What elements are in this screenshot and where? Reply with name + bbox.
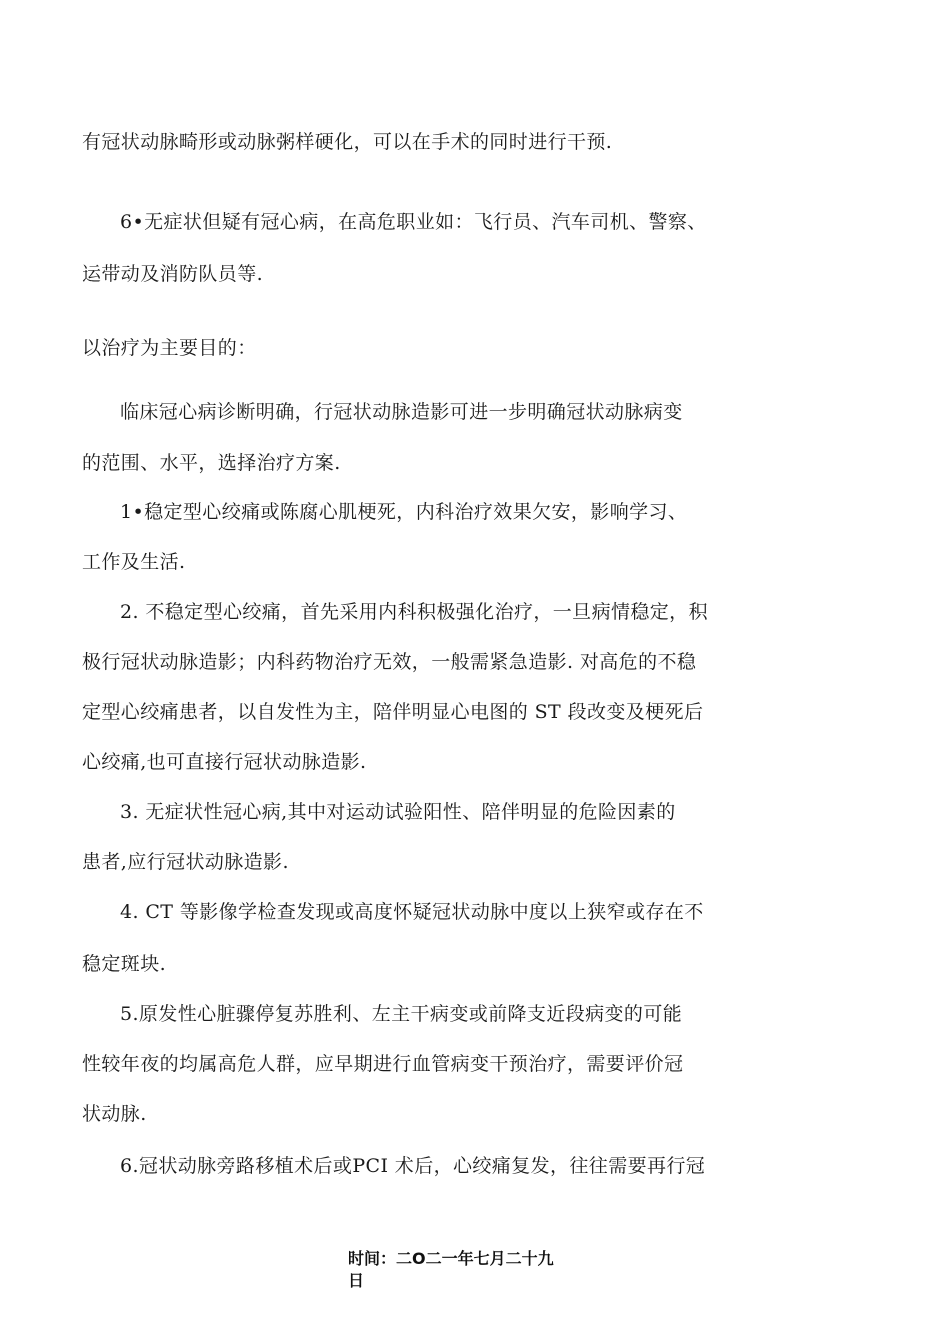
text-line: 6•无症状但疑有冠心病，在高危职业如：飞行员、汽车司机、警察、 xyxy=(120,211,707,233)
text-line: 极行冠状动脉造影；内科药物治疗无效，一般需紧急造影. 对高危的不稳 xyxy=(82,651,697,673)
text-line: 心绞痛,也可直接行冠状动脉造影. xyxy=(82,751,367,773)
text-line: 稳定斑块. xyxy=(82,953,167,975)
text-line: 有冠状动脉畸形或动脉粥样硬化，可以在手术的同时进行干预. xyxy=(82,131,613,153)
text-line: 临床冠心病诊断明确，行冠状动脉造影可进一步明确冠状动脉病变 xyxy=(120,401,683,423)
text-line: 6.冠状动脉旁路移植术后或PCI 术后，心绞痛复发，往往需要再行冠 xyxy=(120,1155,706,1177)
text-line: 5.原发性心脏骤停复苏胜利、左主干病变或前降支近段病变的可能 xyxy=(120,1003,683,1025)
text-line: 定型心绞痛患者，以自发性为主，陪伴明显心电图的 ST 段改变及梗死后 xyxy=(82,701,704,723)
text-line: 运带动及消防队员等. xyxy=(82,263,264,285)
footer-date-line: 时间：二O二一年七月二十九 xyxy=(348,1249,554,1268)
text-line: 患者,应行冠状动脉造影. xyxy=(82,851,289,873)
text-line: 3. 无症状性冠心病,其中对运动试验阳性、陪伴明显的危险因素的 xyxy=(120,801,676,823)
text-line: 1•稳定型心绞痛或陈腐心肌梗死，内科治疗效果欠安，影响学习、 xyxy=(120,501,688,523)
page-footer xyxy=(348,1248,608,1292)
footer-date-line: 日 xyxy=(348,1271,365,1290)
text-line: 2. 不稳定型心绞痛，首先采用内科积极强化治疗，一旦病情稳定，积 xyxy=(120,601,708,623)
text-line: 4. CT 等影像学检查发现或高度怀疑冠状动脉中度以上狭窄或存在不 xyxy=(120,901,704,923)
text-line: 的范围、水平，选择治疗方案. xyxy=(82,452,341,474)
section-heading: 以治疗为主要目的： xyxy=(82,337,257,359)
text-line: 状动脉. xyxy=(82,1103,147,1125)
text-line: 工作及生活. xyxy=(82,551,186,573)
text-line: 性较年夜的均属高危人群，应早期进行血管病变干预治疗，需要评价冠 xyxy=(82,1053,684,1075)
